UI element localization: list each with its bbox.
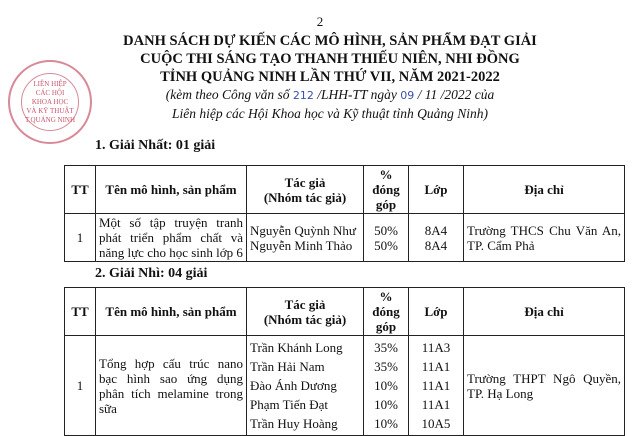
title-line: DANH SÁCH DỰ KIẾN CÁC MÔ HÌNH, SẢN PHẨM ĐẠT GIẢI (123, 33, 537, 49)
cell-pct: 35% 35% 10% 10% 10% (364, 336, 409, 436)
stamp-line: T.QUẢNG NINH (24, 116, 76, 124)
table-row (65, 336, 625, 436)
header-addr: Địa chỉ (464, 166, 625, 214)
stamp-line: CÁC HỘI (35, 89, 65, 97)
header-lop: Lớp (409, 166, 464, 214)
award-table-first (64, 165, 625, 262)
page-number: 2 (316, 14, 324, 29)
handwritten-day: 09 (400, 89, 415, 102)
cell-name: Một số tập truyện tranh phát triển phẩm chất và năng lực cho học sinh lớp 6 (96, 214, 247, 262)
stamp-line: VÀ KỸ THUẬT (26, 107, 74, 115)
stamp-line: LIÊN HIỆP (33, 80, 67, 88)
header-lop: Lớp (409, 288, 464, 336)
header-name: Tên mô hình, sản phẩm (96, 288, 247, 336)
title-line: CUỘC THI SÁNG TẠO THANH THIẾU NIÊN, NHI ĐỒNG (140, 51, 520, 67)
cell-tt: 1 (65, 214, 96, 262)
section-title: 2. Giải Nhì: 04 giải (95, 266, 208, 281)
cell-tt: 1 (65, 336, 96, 436)
cell-authors: Trần Khánh Long Trần Hải Nam Đào Ánh Dương Phạm Tiến Đạt Trần Huy Hoàng (247, 336, 364, 436)
cell-pct: 50% 50% (364, 214, 409, 262)
table-header (65, 288, 625, 336)
header-tt: TT (65, 288, 96, 336)
cell-lop: 11A3 11A1 11A1 11A1 10A5 (409, 336, 464, 436)
handwritten-doc-number: 212 (292, 89, 314, 102)
subtitle-text: (kèm theo Công văn số (165, 87, 293, 102)
stamp-line: KHOA HỌC (31, 98, 69, 106)
header-pct: % đóng góp (364, 166, 409, 214)
header-author: Tác giả (Nhóm tác giả) (247, 288, 364, 336)
document-subtitle (60, 86, 600, 123)
header-name: Tên mô hình, sản phẩm (96, 166, 247, 214)
table-row (65, 214, 625, 262)
cell-name: Tổng hợp cấu trúc nano bạc hình sao ứng dụng phân tích melamine trong sữa (96, 336, 247, 436)
award-table-second (64, 287, 625, 436)
header-pct: % đóng góp (364, 288, 409, 336)
subtitle-text: /LHH-TT ngày (313, 87, 401, 102)
subtitle-text: / 11 /2022 của (414, 87, 495, 102)
section-title: 1. Giải Nhất: 01 giải (95, 138, 216, 153)
header-author: Tác giả (Nhóm tác giả) (247, 166, 364, 214)
table-header (65, 166, 625, 214)
subtitle-line2: Liên hiệp các Hội Khoa học và Kỹ thuật tỉnh Quảng Ninh) (171, 106, 489, 121)
cell-lop: 8A4 8A4 (409, 214, 464, 262)
document-title (60, 32, 600, 86)
cell-addr: Trường THPT Ngô Quyền, TP. Hạ Long (464, 336, 625, 436)
header-addr: Địa chỉ (464, 288, 625, 336)
header-tt: TT (65, 166, 96, 214)
cell-authors: Nguyễn Quỳnh Như Nguyễn Minh Thảo (247, 214, 364, 262)
cell-addr: Trường THCS Chu Văn An, TP. Cẩm Phả (464, 214, 625, 262)
title-line: TỈNH QUẢNG NINH LẦN THỨ VII, NĂM 2021-2022 (160, 69, 500, 85)
